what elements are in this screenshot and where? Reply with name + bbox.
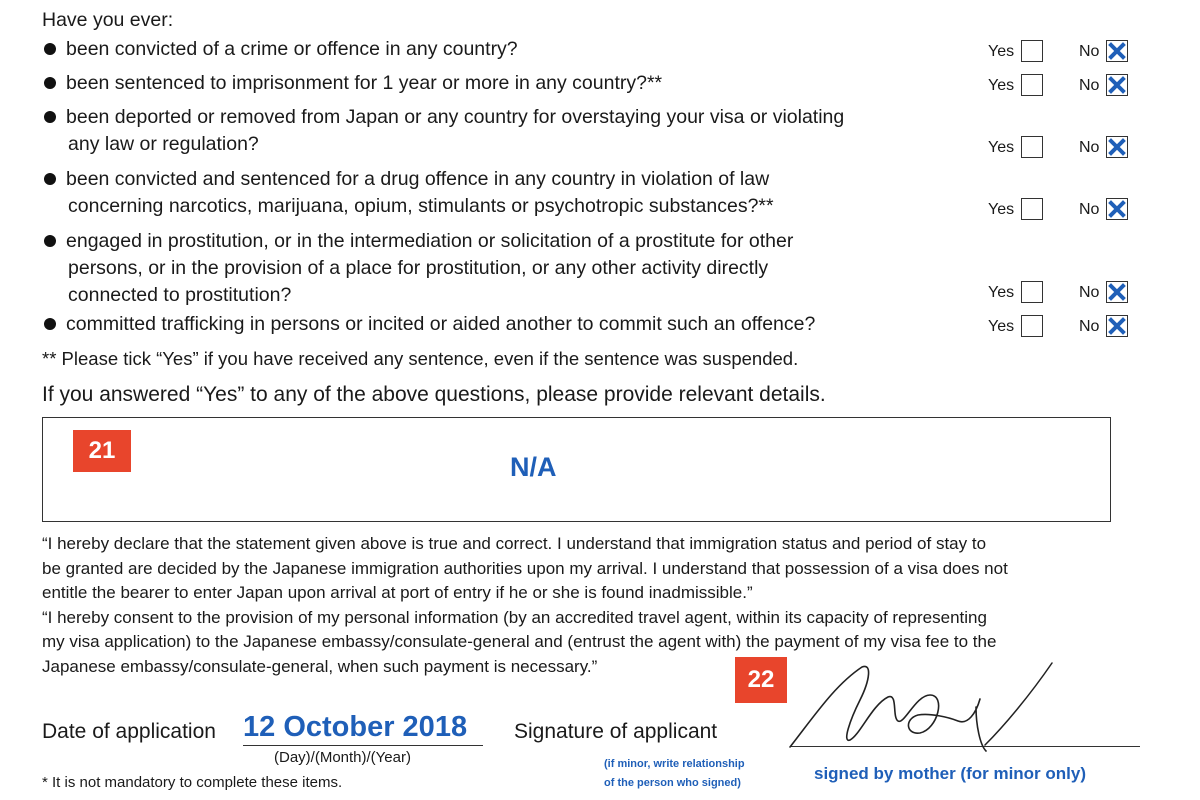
signature-scribble-icon[interactable] — [780, 655, 1070, 755]
no-label: No — [1079, 43, 1100, 60]
no-label: No — [1079, 139, 1100, 156]
details-prompt: If you answered “Yes” to any of the above questions, please provide relevant details. — [42, 383, 826, 406]
no-checkbox-checked[interactable] — [1106, 74, 1128, 96]
yes-label: Yes — [988, 318, 1015, 335]
yes-checkbox[interactable] — [1021, 40, 1043, 62]
no-checkbox-checked[interactable] — [1106, 281, 1128, 303]
bullet-icon — [44, 235, 56, 247]
yes-label: Yes — [988, 284, 1015, 301]
declaration-line: entitle the bearer to enter Japan upon arrival at port of entry if he or she is found inadmissible.” — [42, 583, 753, 602]
x-mark-icon — [1108, 42, 1126, 60]
yes-label: Yes — [988, 139, 1015, 156]
declaration-line: be granted are decided by the Japanese immigration authorities upon my arrival. I understand that possession of a visa does not — [42, 558, 1008, 578]
bullet-icon — [44, 43, 56, 55]
declaration-line: my visa application) to the Japanese embassy/consulate-general and (entrust the agent with) the payment of my visa fee to the — [42, 632, 997, 651]
question-text: persons, or in the provision of a place for prostitution, or any other activity directly — [68, 257, 769, 279]
yes-checkbox[interactable] — [1021, 136, 1043, 158]
question-text: been sentenced to imprisonment for 1 year or more in any country?** — [66, 72, 663, 94]
question-text: committed trafficking in persons or incited or aided another to commit such an offence? — [66, 313, 816, 335]
bullet-icon — [44, 318, 56, 330]
details-value: N/A — [510, 452, 557, 482]
question-text: been convicted of a crime or offence in any country? — [66, 38, 518, 60]
yes-label: Yes — [988, 43, 1015, 60]
question-text: concerning narcotics, marijuana, opium, stimulants or psychotropic substances?** — [68, 195, 774, 217]
question-text: engaged in prostitution, or in the intermediation or solicitation of a prostitute for other — [66, 230, 794, 252]
declaration-line: Japanese embassy/consulate-general, when such payment is necessary.” — [42, 656, 598, 676]
question-text: been deported or removed from Japan or any country for overstaying your visa or violating — [66, 106, 845, 128]
date-label: Date of application — [42, 720, 216, 743]
date-underline — [243, 745, 483, 746]
no-label: No — [1079, 284, 1100, 301]
yes-label: Yes — [988, 201, 1015, 218]
x-mark-icon — [1108, 317, 1126, 335]
yes-label: Yes — [988, 77, 1015, 94]
questions-intro: Have you ever: — [42, 9, 174, 31]
bullet-icon — [44, 173, 56, 185]
yes-checkbox[interactable] — [1021, 198, 1043, 220]
no-label: No — [1079, 77, 1100, 94]
x-mark-icon — [1108, 200, 1126, 218]
details-textarea[interactable] — [42, 417, 1111, 522]
x-mark-icon — [1108, 283, 1126, 301]
declaration-line: “I hereby consent to the provision of my personal information (by an accredited travel agent, within its capacity of representing — [42, 607, 987, 627]
question-text: any law or regulation? — [68, 133, 259, 155]
footnote: ** Please tick “Yes” if you have received any sentence, even if the sentence was suspended. — [42, 348, 799, 369]
question-text: been convicted and sentenced for a drug offence in any country in violation of law — [66, 168, 770, 190]
field-number-badge: 21 — [73, 430, 131, 472]
minor-hint-line1: (if minor, write relationship — [604, 758, 745, 770]
x-mark-icon — [1108, 138, 1126, 156]
no-checkbox-checked[interactable] — [1106, 198, 1128, 220]
signature-label: Signature of applicant — [514, 720, 718, 743]
yes-checkbox[interactable] — [1021, 281, 1043, 303]
no-checkbox-checked[interactable] — [1106, 40, 1128, 62]
mandatory-note: * It is not mandatory to complete these items. — [42, 774, 343, 791]
no-label: No — [1079, 318, 1100, 335]
bullet-icon — [44, 77, 56, 89]
no-checkbox-checked[interactable] — [1106, 136, 1128, 158]
yes-checkbox[interactable] — [1021, 74, 1043, 96]
no-checkbox-checked[interactable] — [1106, 315, 1128, 337]
bullet-icon — [44, 111, 56, 123]
yes-checkbox[interactable] — [1021, 315, 1043, 337]
date-value[interactable]: 12 October 2018 — [243, 711, 468, 743]
no-label: No — [1079, 201, 1100, 218]
declaration-line: “I hereby declare that the statement given above is true and correct. I understand that immigration status and period of stay to — [42, 534, 987, 553]
signed-by-note: signed by mother (for minor only) — [814, 764, 1087, 783]
date-format-hint: (Day)/(Month)/(Year) — [274, 749, 411, 766]
minor-hint-line2: of the person who signed) — [604, 777, 741, 789]
x-mark-icon — [1108, 76, 1126, 94]
question-text: connected to prostitution? — [68, 284, 292, 306]
field-number-badge: 22 — [735, 657, 787, 703]
